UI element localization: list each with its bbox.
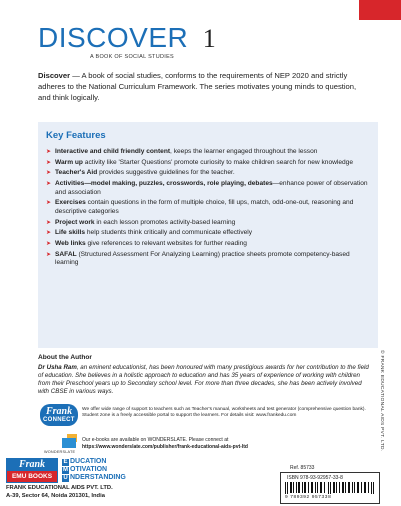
copyright-text: © FRANK EDUCATIONAL AIDS PVT. LTD. bbox=[379, 350, 384, 452]
feature-text: activity like 'Starter Questions' promote curiosity to make children search for new knowledge bbox=[82, 158, 354, 166]
intro-paragraph bbox=[38, 70, 368, 103]
feature-text: help students think critically and communicate effectively bbox=[85, 229, 253, 237]
feature-text: (Structured Assessment For Analyzing Learning) practice sheets promote competency-based learning bbox=[55, 250, 350, 267]
wonderslate-line: Our e-books are available on WONDERSLATE. Please connect at bbox=[82, 437, 229, 443]
publisher-address: A-39, Sector 64, Noida 201301, India bbox=[6, 493, 105, 499]
feature-item bbox=[46, 199, 372, 216]
feature-bold: Project work bbox=[55, 218, 95, 226]
volume-number: 1 bbox=[202, 24, 216, 53]
bullet-arrow-icon: ➤ bbox=[46, 149, 52, 155]
feature-text: provides suggestive guidelines for the teacher. bbox=[97, 169, 235, 177]
feature-text: contain questions in the form of multiple choice, fill ups, match, odd-one-out, reasoning and descriptive categories bbox=[55, 199, 354, 215]
emu-tagline bbox=[62, 458, 126, 482]
feature-item bbox=[46, 169, 372, 178]
emu-cap: E bbox=[63, 459, 68, 465]
barcode-icon bbox=[285, 482, 375, 494]
about-author-text bbox=[38, 364, 370, 396]
bullet-arrow-icon: ➤ bbox=[46, 170, 52, 177]
bullet-arrow-icon: ➤ bbox=[46, 159, 52, 166]
wonderslate-logo-base bbox=[62, 438, 76, 448]
barcode-number: 9 789392 957338 bbox=[285, 495, 332, 500]
feature-bold: Life skills bbox=[55, 229, 86, 237]
emu-line bbox=[62, 458, 126, 466]
copyright-vertical bbox=[378, 350, 386, 470]
feature-item bbox=[46, 180, 372, 197]
feature-bold: Activities—model making, puzzles, crosswords, role playing, debates bbox=[55, 180, 273, 188]
emu-cap: U bbox=[63, 475, 68, 481]
reference-number: Ref. 85733 bbox=[290, 465, 315, 471]
key-features-title: Key Features bbox=[46, 130, 106, 141]
key-features-box bbox=[38, 122, 378, 348]
intro-lead: Discover bbox=[38, 71, 71, 80]
publisher-logo bbox=[6, 458, 58, 483]
feature-bold: Interactive and child friendly content bbox=[55, 148, 171, 155]
feature-text: in each lesson promotes activity-based learning bbox=[94, 218, 236, 226]
bullet-arrow-icon: ➤ bbox=[46, 230, 52, 237]
wonderslate-link[interactable]: https://www.wonderslate.com/publisher/frank-educational-aids-pvt-ltd bbox=[82, 444, 248, 450]
bullet-arrow-icon: ➤ bbox=[46, 181, 52, 188]
barcode-box bbox=[280, 472, 380, 504]
bullet-arrow-icon: ➤ bbox=[46, 241, 52, 247]
frank-connect-logo-top: Frank bbox=[46, 406, 73, 417]
isbn-text: ISBN 978-93-92957-33-8 bbox=[287, 475, 343, 481]
key-features-list bbox=[46, 148, 372, 270]
frank-connect-text: We offer wide range of support to teachers such as Teacher's manual, worksheets and test generator (comprehensive question bank). Student zone is a freely accessible portal to support the learners. For details visit: www.frankedu.com bbox=[82, 407, 366, 419]
emu-rest: DUCATION bbox=[70, 458, 107, 465]
author-name: Dr Usha Ram bbox=[38, 364, 77, 371]
feature-text: give references to relevant websites for further reading bbox=[85, 240, 247, 247]
feature-item bbox=[46, 148, 372, 157]
feature-bold: Exercises bbox=[55, 199, 86, 207]
feature-item bbox=[46, 251, 372, 268]
bullet-arrow-icon: ➤ bbox=[46, 219, 52, 226]
feature-text: , keeps the learner engaged throughout the lesson bbox=[170, 148, 318, 155]
emu-rest: NDERSTANDING bbox=[70, 474, 126, 481]
frank-connect-logo bbox=[40, 404, 78, 434]
about-author-heading: About the Author bbox=[38, 354, 92, 361]
corner-accent bbox=[359, 0, 401, 20]
publisher-logo-bottom: EMU BOOKS bbox=[7, 471, 57, 482]
feature-text: —enhance power of observation and association bbox=[55, 180, 368, 196]
emu-rest: OTIVATION bbox=[70, 466, 108, 473]
intro-text: — A book of social studies, conforms to the requirements of NEP 2020 and strictly adheres to the National Curriculum Framework. The series motivates young minds to question, and think logically. bbox=[38, 71, 357, 102]
feature-bold: SAFAL bbox=[55, 250, 77, 258]
emu-cap: M bbox=[63, 467, 68, 473]
emu-line bbox=[62, 466, 126, 474]
emu-line bbox=[62, 474, 126, 482]
feature-bold: Web links bbox=[55, 240, 86, 247]
bullet-arrow-icon: ➤ bbox=[46, 251, 52, 258]
book-header bbox=[38, 22, 216, 54]
feature-item bbox=[46, 240, 372, 249]
frank-connect-logo-bottom: CONNECT bbox=[43, 417, 75, 423]
bullet-arrow-icon: ➤ bbox=[46, 200, 52, 207]
feature-bold: Warm up bbox=[55, 158, 83, 166]
feature-item bbox=[46, 229, 372, 238]
author-bio: , an eminent educationist, has been honoured with many prestigious awards for her contribution to the field of education. She believes in a holistic approach to education and has 35 years of experience of working with children from their Preschool years up to Secondary school level. For more than three decades, she has been actively involved with CBSE in various ways. bbox=[38, 364, 369, 395]
feature-item bbox=[46, 219, 372, 228]
book-subtitle: A BOOK OF SOCIAL STUDIES bbox=[90, 54, 175, 60]
publisher-logo-top: Frank bbox=[7, 459, 57, 471]
wonderslate-text bbox=[82, 437, 372, 451]
feature-item bbox=[46, 159, 372, 168]
feature-bold: Teacher's Aid bbox=[55, 169, 98, 177]
wonderslate-label: WONDERSLATE bbox=[44, 450, 76, 454]
book-title: DISCOVER bbox=[38, 22, 189, 53]
publisher-name: FRANK EDUCATIONAL AIDS PVT. LTD. bbox=[6, 485, 113, 491]
